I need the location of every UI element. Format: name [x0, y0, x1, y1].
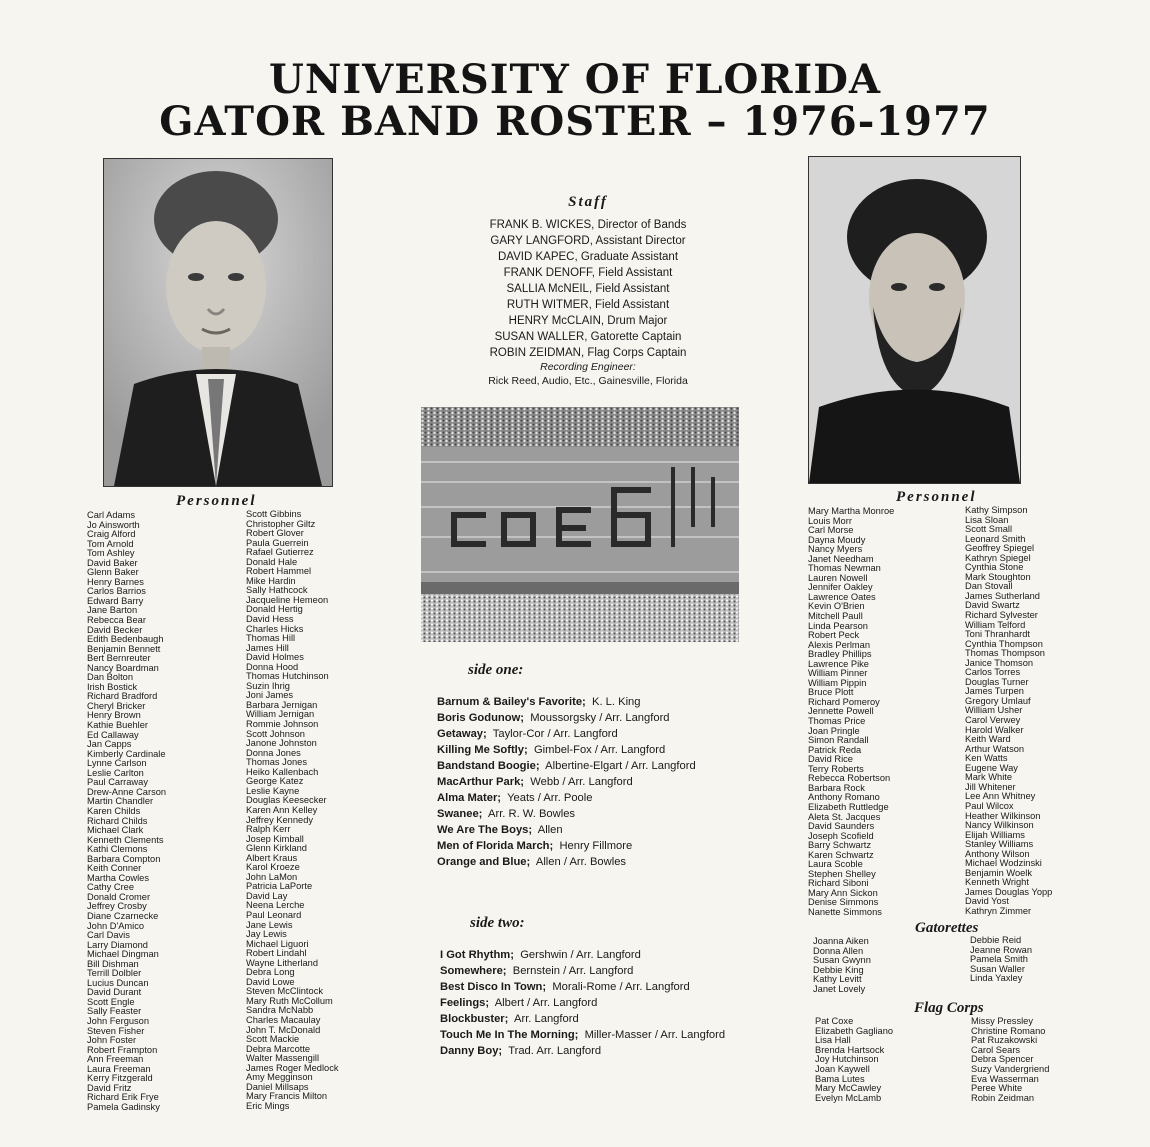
roster-name: Jill Whitener — [965, 781, 1016, 792]
roster-name: William Usher — [965, 705, 1023, 716]
roster-name: Jane Barton — [87, 605, 138, 616]
personnel-column-3 — [808, 507, 894, 918]
roster-name: Donald Cromer — [87, 891, 151, 902]
roster-name: Cynthia Thompson — [965, 638, 1043, 649]
roster-name: Kathy Levitt — [813, 974, 862, 985]
track-item: We Are The Boys; Allen — [437, 824, 563, 836]
roster-name: Debbie King — [813, 964, 864, 975]
gatorettes-heading: Gatorettes — [915, 920, 979, 936]
roster-name: Jeffrey Crosby — [87, 901, 147, 912]
staff-list — [420, 217, 756, 389]
roster-name: Michael Dingman — [87, 949, 159, 960]
roster-title-line1: UNIVERSITY OF FLORIDA — [269, 56, 881, 103]
roster-name: Janet Lovely — [813, 983, 866, 994]
roster-name: Wayne Litherland — [246, 957, 319, 968]
roster-name: Thomas Thompson — [965, 648, 1045, 659]
roster-name: Jay Lewis — [246, 929, 287, 940]
roster-name: Leslie Carlton — [87, 767, 144, 778]
roster-name: Richard Erik Frye — [87, 1092, 159, 1103]
roster-name: Jennifer Oakley — [808, 582, 873, 593]
roster-name: Diane Czarnecke — [87, 910, 159, 921]
roster-name: Linda Yaxley — [970, 973, 1023, 984]
roster-name: Barbara Rock — [808, 782, 865, 793]
roster-name: Walter Massengill — [246, 1053, 320, 1064]
staff-heading: Staff — [568, 194, 608, 210]
roster-name: Cheryl Bricker — [87, 700, 146, 711]
roster-name: Robert Glover — [246, 528, 304, 539]
roster-name: Denise Simmons — [808, 897, 879, 908]
roster-name: Stephen Shelley — [808, 868, 876, 879]
roster-name: Jan Capps — [87, 739, 132, 750]
roster-name: Karen Childs — [87, 805, 141, 816]
roster-name: Terry Roberts — [808, 763, 864, 774]
roster-name: Richard Siboni — [808, 878, 869, 889]
side-one-heading: side one: — [468, 662, 524, 678]
roster-name: John Foster — [87, 1035, 137, 1046]
roster-name: Kathryn Zimmer — [965, 905, 1032, 916]
roster-name: David Swartz — [965, 600, 1020, 611]
roster-name: Kimberly Cardinale — [87, 748, 166, 759]
roster-name: George Katez — [246, 776, 304, 787]
roster-name: Charles Macaulay — [246, 1014, 321, 1025]
staff-member: ROBIN ZEIDMAN, Flag Corps Captain — [489, 347, 687, 359]
roster-name: Susan Waller — [970, 963, 1025, 974]
roster-name: Bert Bernreuter — [87, 653, 151, 664]
roster-name: Toni Thranhardt — [965, 629, 1030, 640]
roster-name: Karol Kroeze — [246, 862, 300, 873]
roster-name: Rommie Johnson — [246, 719, 319, 730]
roster-name: Harold Walker — [965, 724, 1024, 735]
staff-member: DAVID KAPEC, Graduate Assistant — [497, 251, 679, 263]
roster-name: Debra Long — [246, 967, 295, 978]
roster-name: Jennette Powell — [808, 706, 874, 717]
roster-name: William Pinner — [808, 668, 868, 679]
roster-name: Bruce Plott — [808, 687, 854, 698]
roster-name: Carlos Torres — [965, 667, 1021, 678]
roster-name: Christine Romano — [971, 1025, 1046, 1036]
roster-name: Mary Ruth McCollum — [246, 995, 333, 1006]
roster-name: Irish Bostick — [87, 681, 138, 692]
roster-name: Jeffrey Kennedy — [246, 814, 314, 825]
roster-name: Thomas Jones — [246, 757, 307, 768]
roster-name: Leslie Kayne — [246, 785, 300, 796]
roster-name: Carol Sears — [971, 1044, 1021, 1055]
gatorettes-column-2 — [970, 936, 1032, 984]
roster-name: Joseph Scofield — [808, 830, 874, 841]
roster-name: Charles Hicks — [246, 623, 304, 634]
roster-name: Debbie Reid — [970, 935, 1022, 945]
roster-name: Kathi Clemons — [87, 844, 148, 855]
roster-name: Barbara Compton — [87, 853, 161, 864]
roster-name: Ken Watts — [965, 753, 1008, 764]
roster-name: Joanna Aiken — [813, 936, 869, 946]
roster-name: Arthur Watson — [965, 743, 1025, 754]
roster-name: Janet Needham — [808, 553, 874, 564]
side-two-heading: side two: — [470, 915, 525, 931]
track-item: Alma Mater; Yeats / Arr. Poole — [437, 792, 593, 804]
roster-name: Gregory Umlauf — [965, 695, 1031, 706]
roster-name: Eric Mings — [246, 1100, 290, 1111]
roster-name: Lee Ann Whitney — [965, 791, 1036, 802]
track-item: Men of Florida March; Henry Fillmore — [437, 840, 633, 852]
staff-member: HENRY McCLAIN, Drum Major — [508, 315, 668, 327]
roster-name: Eva Wasserman — [971, 1073, 1039, 1084]
roster-name: Eugene Way — [965, 762, 1018, 773]
roster-name: James Hill — [246, 642, 289, 653]
roster-name: James Roger Medlock — [246, 1062, 339, 1073]
staff-member: GARY LANGFORD, Assistant Director — [490, 235, 686, 247]
roster-name: Heiko Kallenbach — [246, 766, 319, 777]
roster-name: Rafael Gutierrez — [246, 547, 314, 558]
roster-name: William Pippin — [808, 677, 867, 688]
roster-name: Albert Kraus — [246, 852, 298, 863]
roster-name: Barbara Jernigan — [246, 699, 318, 710]
roster-name: Barry Schwartz — [808, 840, 872, 851]
roster-name: Peree White — [971, 1083, 1023, 1094]
track-item: Boris Godunow; Moussorgsky / Arr. Langford — [437, 712, 670, 724]
roster-name: David Fritz — [87, 1082, 132, 1093]
roster-name: Carlos Barrios — [87, 586, 146, 597]
roster-name: Carol Verwey — [965, 715, 1021, 726]
roster-name: Donna Jones — [246, 747, 301, 758]
roster-name: James Turpen — [965, 686, 1024, 697]
roster-name: Robert Peck — [808, 630, 860, 641]
roster-name: William Telford — [965, 619, 1026, 630]
roster-name: Paul Wilcox — [965, 800, 1014, 811]
roster-name: Bradley Phillips — [808, 649, 872, 660]
roster-name: Douglas Turner — [965, 676, 1029, 687]
roster-name: Scott Gibbins — [246, 509, 302, 519]
roster-name: Terrill Dolbler — [87, 968, 142, 979]
roster-name: Daniel Millsaps — [246, 1081, 309, 1092]
roster-name: Amy Megginson — [246, 1072, 313, 1083]
roster-name: David Saunders — [808, 821, 875, 832]
roster-name: Scott Engle — [87, 996, 135, 1007]
track-item: Blockbuster; Arr. Langford — [440, 1013, 579, 1025]
roster-name: Susan Gwynn — [813, 955, 871, 966]
flag-corps-heading: Flag Corps — [914, 1000, 984, 1016]
roster-name: Thomas Hill — [246, 633, 296, 644]
roster-name: Robin Zeidman — [971, 1092, 1035, 1103]
track-item: Getaway; Taylor-Cor / Arr. Langford — [437, 728, 618, 740]
roster-name: Debra Spencer — [971, 1054, 1034, 1065]
roster-name: Martin Chandler — [87, 796, 154, 807]
roster-name: Louis Morr — [808, 515, 852, 526]
roster-name: Jane Lewis — [246, 919, 293, 930]
roster-name: Steven Fisher — [87, 1025, 145, 1036]
roster-name: Pat Coxe — [815, 1016, 854, 1026]
roster-name: Sally Hathcock — [246, 585, 308, 596]
roster-name: Joni James — [246, 690, 294, 701]
roster-name: Kathy Simpson — [965, 505, 1028, 515]
roster-name: Joan Kaywell — [815, 1063, 870, 1074]
roster-name: Ed Callaway — [87, 729, 139, 740]
roster-name: Elijah Williams — [965, 829, 1025, 840]
roster-name: Lucius Duncan — [87, 977, 149, 988]
roster-name: Janice Thomson — [965, 657, 1034, 668]
roster-name: David Rice — [808, 754, 853, 765]
roster-name: Carl Adams — [87, 510, 136, 520]
roster-name: Richard Pomeroy — [808, 696, 880, 707]
roster-name: Christopher Giltz — [246, 518, 316, 529]
track-item: MacArthur Park; Webb / Arr. Langford — [437, 776, 633, 788]
roster-name: Michael Wodzinski — [965, 858, 1042, 869]
roster-name: Richard Bradford — [87, 691, 158, 702]
roster-name: Donald Hertig — [246, 604, 303, 615]
track-item: Somewhere; Bernstein / Arr. Langford — [440, 965, 634, 977]
roster-name: Ann Freeman — [87, 1054, 144, 1065]
roster-name: Elizabeth Ruttledge — [808, 801, 889, 812]
roster-name: David Lay — [246, 890, 288, 901]
roster-name: Patrick Reda — [808, 744, 862, 755]
roster-name: Suzin Ihrig — [246, 680, 290, 691]
roster-name: Pat Ruzakowski — [971, 1035, 1038, 1046]
roster-name: David Lowe — [246, 976, 295, 987]
roster-name: Lauren Nowell — [808, 572, 868, 583]
track-item: Danny Boy; Trad. Arr. Langford — [440, 1045, 602, 1057]
roster-name: Mike Hardin — [246, 575, 296, 586]
roster-name: Geoffrey Spiegel — [965, 543, 1035, 554]
flag-corps-column-2 — [971, 1017, 1049, 1103]
roster-name: Sandra McNabb — [246, 1005, 314, 1016]
roster-name: Mark Stoughton — [965, 571, 1031, 582]
roster-name: David Baker — [87, 557, 138, 568]
track-item: Best Disco In Town; Morali-Rome / Arr. Langford — [440, 981, 690, 993]
roster-name: Craig Alford — [87, 529, 136, 540]
track-item: Orange and Blue; Allen / Arr. Bowles — [437, 856, 627, 868]
roster-name: David Becker — [87, 624, 143, 635]
roster-name: Rebecca Bear — [87, 615, 146, 626]
roster-name: Dan Bolton — [87, 672, 133, 683]
roster-name: Nanette Simmons — [808, 906, 882, 917]
roster-name: Karen Schwartz — [808, 849, 874, 860]
roster-name: James Sutherland — [965, 590, 1040, 601]
personnel-column-2 — [246, 510, 339, 1111]
roster-name: Michael Clark — [87, 825, 144, 836]
roster-name: Pamela Gadinsky — [87, 1101, 160, 1112]
staff-member: SUSAN WALLER, Gatorette Captain — [494, 331, 682, 343]
roster-name: John Ferguson — [87, 1015, 150, 1026]
roster-name: David Yost — [965, 896, 1009, 907]
roster-name: Scott Johnson — [246, 728, 305, 739]
flag-corps-column-1 — [815, 1017, 893, 1103]
track-item: Barnum & Bailey's Favorite; K. L. King — [437, 696, 641, 708]
track-item: Bandstand Boogie; Albertine-Elgart / Arr. Langford — [437, 760, 696, 772]
roster-name: Heather Wilkinson — [965, 810, 1041, 821]
roster-name: Henry Barnes — [87, 576, 144, 587]
roster-name: Keith Ward — [965, 734, 1011, 745]
roster-name: Glenn Kirkland — [246, 843, 307, 854]
track-item: Touch Me In The Morning; Miller-Masser / Arr. Langford — [440, 1029, 726, 1041]
roster-name: Donald Hale — [246, 556, 298, 567]
roster-name: Simon Randall — [808, 735, 869, 746]
roster-name: Lawrence Pike — [808, 658, 869, 669]
side-one-tracklist — [437, 694, 696, 870]
roster-name: Janone Johnston — [246, 738, 317, 749]
roster-name: Robert Frampton — [87, 1044, 158, 1055]
roster-name: Thomas Price — [808, 716, 866, 727]
roster-name: Suzy Vandergriend — [971, 1063, 1050, 1074]
roster-name: Nancy Wilkinson — [965, 820, 1034, 831]
roster-name: Thomas Hutchinson — [246, 671, 329, 682]
roster-name: Dan Stovall — [965, 581, 1013, 592]
staff-member: SALLIA McNEIL, Field Assistant — [506, 283, 670, 295]
roster-name: Joan Pringle — [808, 725, 860, 736]
roster-name: Tom Arnold — [87, 538, 134, 549]
stadium-field-photo — [421, 407, 739, 642]
roster-name: Pamela Smith — [970, 954, 1028, 965]
personnel-heading-left: Personnel — [176, 493, 257, 509]
assistant-director-portrait-photo — [808, 156, 1021, 484]
roster-name: Robert Hammel — [246, 566, 312, 577]
roster-name: Paula Guerrein — [246, 537, 309, 548]
roster-name: Edith Bedenbaugh — [87, 634, 164, 645]
roster-name: Bama Lutes — [815, 1073, 865, 1084]
roster-name: William Jernigan — [246, 709, 315, 720]
roster-name: Anthony Wilson — [965, 848, 1030, 859]
staff-member: FRANK B. WICKES, Director of Bands — [489, 219, 687, 231]
roster-name: Henry Brown — [87, 710, 141, 721]
roster-name: Tom Ashley — [87, 548, 135, 559]
roster-name: Scott Mackie — [246, 1034, 300, 1045]
roster-name: Cynthia Stone — [965, 562, 1024, 573]
roster-name: Evelyn McLamb — [815, 1092, 882, 1103]
roster-name: Elizabeth Gagliano — [815, 1025, 894, 1036]
roster-name: Aleta St. Jacques — [808, 811, 881, 822]
staff-member: FRANK DENOFF, Field Assistant — [503, 267, 673, 279]
roster-name: John D'Amico — [87, 920, 145, 931]
track-item: Swanee; Arr. R. W. Bowles — [437, 808, 576, 820]
roster-name: David Hess — [246, 614, 294, 625]
roster-name: Rebecca Robertson — [808, 773, 891, 784]
roster-name: Mark White — [965, 772, 1013, 783]
roster-name: James Douglas Yopp — [965, 886, 1053, 897]
roster-name: John T. McDonald — [246, 1024, 321, 1035]
roster-name: Mary Francis Milton — [246, 1091, 328, 1102]
roster-name: Anthony Romano — [808, 792, 880, 803]
personnel-column-4 — [965, 506, 1052, 917]
director-portrait-photo — [103, 158, 333, 487]
roster-title-line2: GATOR BAND ROSTER – 1976-1977 — [159, 98, 991, 145]
roster-name: Brenda Hartsock — [815, 1044, 885, 1055]
roster-name: Ralph Kerr — [246, 824, 291, 835]
roster-name: Kenneth Wright — [965, 877, 1029, 888]
roster-name: Edward Barry — [87, 595, 144, 606]
roster-name: Leonard Smith — [965, 533, 1026, 544]
roster-name: Debra Marcotte — [246, 1043, 311, 1054]
roster-name: Nancy Boardman — [87, 662, 159, 673]
roster-name: Paul Carraway — [87, 777, 148, 788]
track-item: Feelings; Albert / Arr. Langford — [440, 997, 598, 1009]
roster-name: Carl Davis — [87, 930, 130, 941]
roster-name: Kenneth Clements — [87, 834, 164, 845]
roster-name: David Durant — [87, 987, 142, 998]
roster-name: Benjamin Bennett — [87, 643, 161, 654]
roster-name: Laura Freeman — [87, 1063, 151, 1074]
roster-name: Kerry Fitzgerald — [87, 1073, 153, 1084]
personnel-column-1 — [87, 511, 166, 1112]
roster-name: Jacqueline Hemeon — [246, 594, 329, 605]
roster-name: Jeanne Rowan — [970, 944, 1033, 955]
roster-name: Karen Ann Kelley — [246, 804, 318, 815]
roster-name: Lawrence Oates — [808, 591, 876, 602]
roster-name: Mary Ann Sickon — [808, 887, 878, 898]
roster-name: Patricia LaPorte — [246, 881, 313, 892]
roster-name: Nancy Myers — [808, 544, 863, 555]
roster-name: David Holmes — [246, 652, 304, 663]
roster-name: Josep Kimball — [246, 833, 304, 844]
side-two-tracklist — [440, 947, 725, 1059]
roster-name: Joy Hutchinson — [815, 1054, 879, 1065]
roster-name: Stanley Williams — [965, 839, 1034, 850]
roster-name: Thomas Newman — [808, 563, 881, 574]
roster-name: Linda Pearson — [808, 620, 868, 631]
roster-name: Sally Feaster — [87, 1006, 142, 1017]
roster-name: Richard Childs — [87, 815, 148, 826]
roster-name: John LaMon — [246, 871, 298, 882]
track-item: Killing Me Softly; Gimbel-Fox / Arr. Langford — [437, 744, 666, 756]
roster-name: Drew-Anne Carson — [87, 786, 167, 797]
roster-name: Mary McCawley — [815, 1083, 882, 1094]
roster-name: Benjamin Woelk — [965, 867, 1033, 878]
roster-name: Neena Lerche — [246, 900, 305, 911]
roster-name: Kevin O'Brien — [808, 601, 865, 612]
roster-name: Carl Morse — [808, 525, 854, 536]
recording-engineer-value: Rick Reed, Audio, Etc., Gainesville, Florida — [488, 375, 688, 387]
roster-name: Robert Lindahl — [246, 948, 307, 959]
roster-name: Donna Hood — [246, 661, 299, 672]
roster-name: Alexis Perlman — [808, 639, 871, 650]
roster-name: Jo Ainsworth — [87, 519, 140, 530]
roster-name: Douglas Keesecker — [246, 795, 327, 806]
roster-name: Keith Conner — [87, 863, 142, 874]
roster-name: Lisa Hall — [815, 1035, 851, 1046]
roster-name: Larry Diamond — [87, 939, 148, 950]
gatorettes-column-1 — [813, 937, 871, 995]
roster-name: Paul Leonard — [246, 909, 302, 920]
roster-name: Kathryn Spiegel — [965, 552, 1031, 563]
roster-name: Donna Allen — [813, 945, 864, 956]
roster-name: Glenn Baker — [87, 567, 139, 578]
roster-name: Laura Scoble — [808, 859, 863, 870]
roster-name: Missy Pressley — [971, 1016, 1033, 1026]
roster-name: Lynne Carlson — [87, 758, 147, 769]
roster-name: Bill Dishman — [87, 958, 139, 969]
roster-name: Mitchell Paull — [808, 611, 863, 622]
recording-engineer-label: Recording Engineer: — [540, 361, 636, 373]
roster-name: Dayna Moudy — [808, 534, 866, 545]
track-item: I Got Rhythm; Gershwin / Arr. Langford — [440, 949, 641, 961]
roster-name: Martha Cowles — [87, 872, 150, 883]
roster-name: Mary Martha Monroe — [808, 506, 895, 516]
roster-name: Richard Sylvester — [965, 610, 1038, 621]
staff-member: RUTH WITMER, Field Assistant — [506, 299, 670, 311]
roster-name: Steven McClintock — [246, 986, 323, 997]
roster-name: Cathy Cree — [87, 882, 135, 893]
roster-name: Michael Liguori — [246, 938, 309, 949]
roster-name: Kathie Buehler — [87, 720, 148, 731]
roster-name: Lisa Sloan — [965, 514, 1009, 525]
roster-name: Scott Small — [965, 524, 1013, 535]
personnel-heading-right: Personnel — [896, 489, 977, 505]
